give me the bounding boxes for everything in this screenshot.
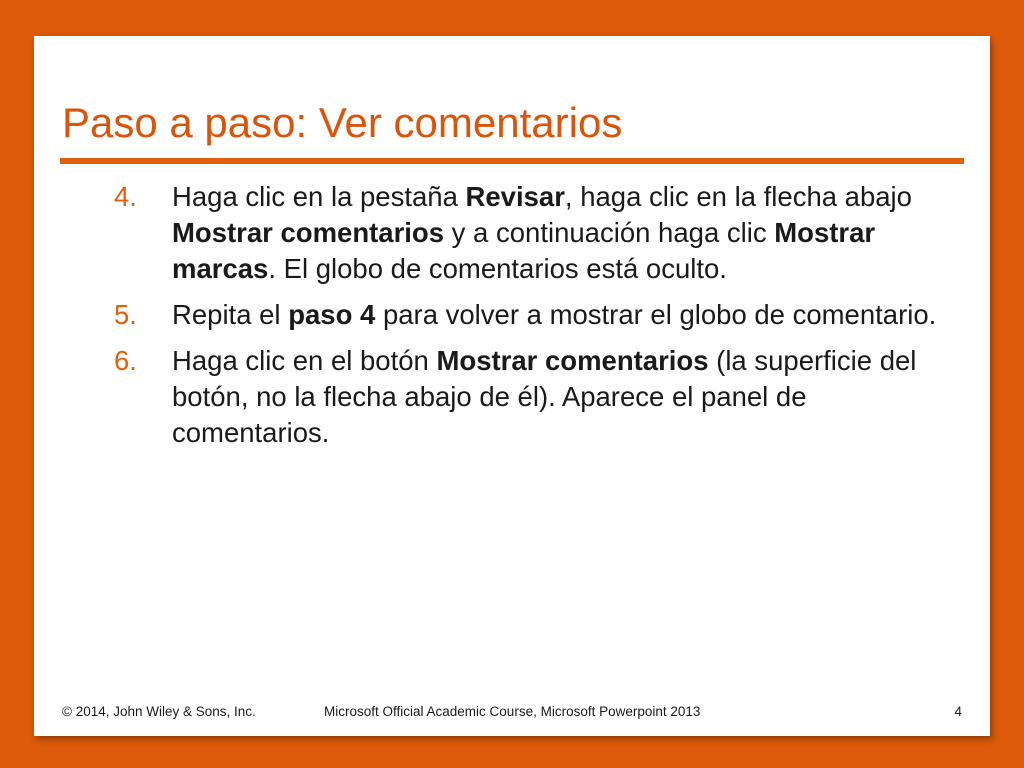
- step-text-segment: , haga clic en la flecha abajo: [564, 181, 912, 212]
- step-text-segment: y a continuación haga clic: [444, 217, 775, 248]
- step-text-segment: Haga clic en la pestaña: [172, 181, 466, 212]
- step-text-bold: Revisar: [465, 181, 565, 212]
- step-text: [172, 181, 912, 284]
- step-text-bold: Mostrar comentarios: [172, 217, 445, 248]
- footer-page-number: 4: [954, 704, 962, 719]
- slide-footer: [34, 704, 990, 724]
- step-item: [114, 179, 944, 287]
- step-item: [114, 343, 944, 451]
- title-underline: [60, 158, 964, 164]
- step-text-bold: paso 4: [288, 299, 376, 330]
- step-number: 6.: [114, 345, 137, 376]
- footer-course-title: Microsoft Official Academic Course, Microsoft Powerpoint 2013: [324, 704, 701, 719]
- step-text-segment: Repita el: [172, 299, 289, 330]
- slide-title: Paso a paso: Ver comentarios: [62, 99, 623, 146]
- step-text-segment: para volver a mostrar el globo de comentario.: [375, 299, 937, 330]
- step-item: [114, 297, 944, 333]
- step-list: [114, 179, 944, 461]
- slide-canvas: [34, 36, 990, 736]
- step-number: 5.: [114, 299, 137, 330]
- step-text-bold: Mostrar marcas: [172, 217, 876, 284]
- step-text: [172, 345, 916, 448]
- footer-copyright: © 2014, John Wiley & Sons, Inc.: [62, 704, 256, 719]
- step-text-bold: Mostrar comentarios: [436, 345, 709, 376]
- step-text: [172, 299, 936, 330]
- step-text-segment: Haga clic en el botón: [172, 345, 437, 376]
- step-text-segment: (la superficie del botón, no la flecha abajo de él). Aparece el panel de comentarios.: [172, 345, 917, 448]
- step-number: 4.: [114, 181, 137, 212]
- step-text-segment: . El globo de comentarios está oculto.: [268, 253, 727, 284]
